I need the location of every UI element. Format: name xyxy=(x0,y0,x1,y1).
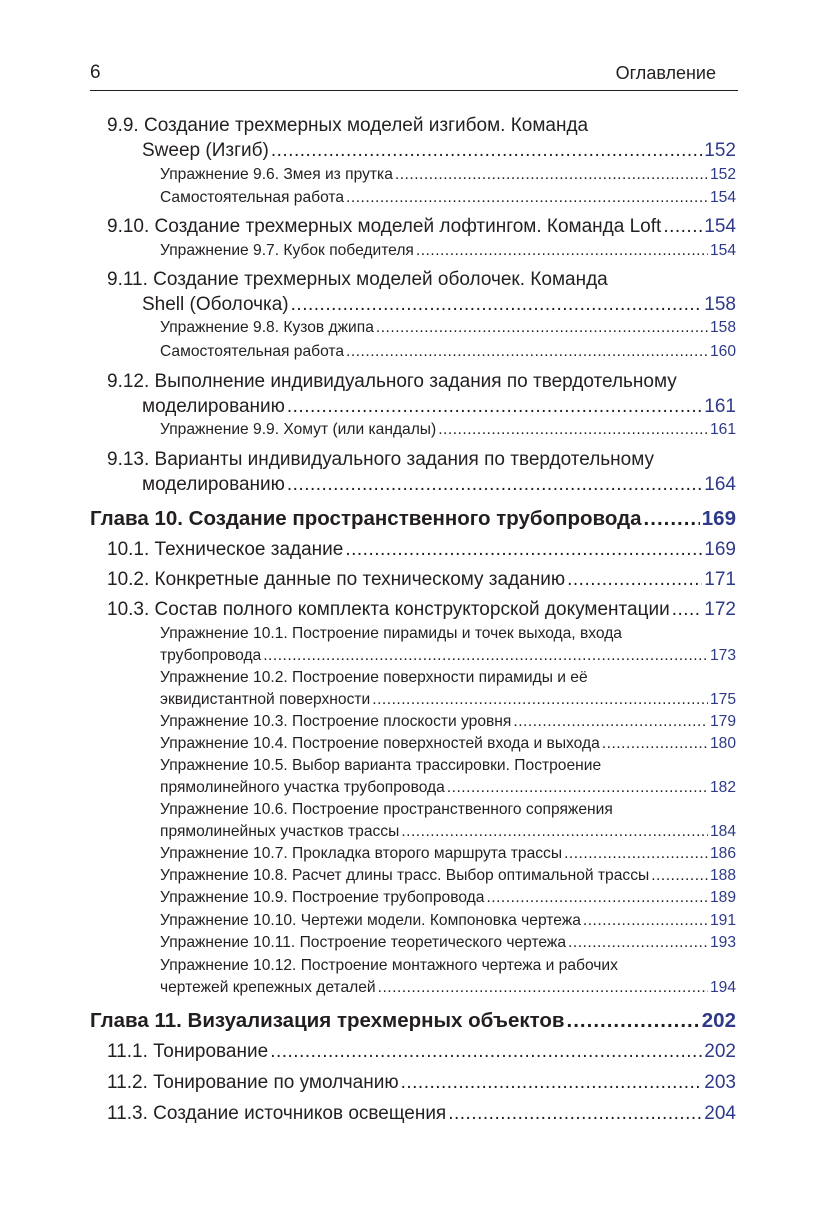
toc-page-number: 191 xyxy=(709,912,736,929)
toc-line xyxy=(90,568,736,593)
toc-entry-title: 11.1. Тонирование xyxy=(107,1041,269,1062)
toc-entry-title: Упражнение 9.7. Кубок победителя xyxy=(160,242,414,259)
toc-line xyxy=(90,689,736,711)
toc-entry-title: 10.2. Конкретные данные по техническому заданию xyxy=(107,569,566,590)
dot-leader xyxy=(583,910,708,932)
toc-page-number: 194 xyxy=(709,979,736,996)
toc-exercise xyxy=(90,317,736,339)
dot-leader xyxy=(271,139,702,164)
toc-line xyxy=(90,114,736,139)
toc-page-number: 154 xyxy=(709,242,736,259)
toc-exercise xyxy=(90,955,736,999)
dot-leader xyxy=(448,1102,702,1127)
toc-page-number: 161 xyxy=(709,421,736,438)
toc-page-number: 158 xyxy=(709,319,736,336)
toc-line xyxy=(90,821,736,843)
running-title: Оглавление xyxy=(615,63,716,83)
toc-page-number: 169 xyxy=(701,507,736,530)
toc-exercise xyxy=(90,843,736,865)
toc-entry-title: Глава 10. Создание пространственного трубопровода xyxy=(90,507,642,530)
dot-leader xyxy=(378,977,708,999)
toc-chapter xyxy=(90,1007,736,1035)
toc-entry-title: Самостоятельная работа xyxy=(160,343,345,360)
toc-line xyxy=(90,977,736,999)
toc-entry-title: Упражнение 10.8. Расчет длины трасс. Выбор оптимальной трассы xyxy=(160,867,650,884)
toc-exercise xyxy=(90,755,736,799)
toc-line xyxy=(90,755,736,777)
toc-page-number: 152 xyxy=(709,166,736,183)
toc-page-number: 169 xyxy=(704,539,736,560)
toc-line xyxy=(90,777,736,799)
toc-section xyxy=(90,568,736,593)
toc-entry-title: Shell (Оболочка) xyxy=(142,293,289,315)
toc-line xyxy=(90,505,736,533)
toc-line xyxy=(90,268,736,293)
dot-leader xyxy=(513,711,708,733)
toc-line xyxy=(90,598,736,623)
toc-exercise xyxy=(90,799,736,843)
toc-entry-title: 10.3. Состав полного комплекта конструкторской документации xyxy=(107,599,670,620)
dot-leader xyxy=(416,240,708,262)
dot-leader xyxy=(376,317,708,339)
dot-leader xyxy=(395,164,708,186)
toc-page-number: 175 xyxy=(709,691,736,708)
toc-entry-title: Упражнение 10.3. Построение плоскости уровня xyxy=(160,713,512,730)
toc-line xyxy=(90,733,736,755)
toc-exercise xyxy=(90,733,736,755)
toc-page-number: 154 xyxy=(709,189,736,206)
toc-entry-title: 11.3. Создание источников освещения xyxy=(107,1103,447,1124)
toc-line xyxy=(90,865,736,887)
dot-leader xyxy=(447,777,708,799)
toc-line xyxy=(90,799,736,821)
dot-leader xyxy=(263,645,708,667)
toc-line xyxy=(90,317,736,339)
toc-page-number: 154 xyxy=(704,216,736,237)
dot-leader xyxy=(372,689,708,711)
toc-page-number: 161 xyxy=(704,395,736,417)
toc-page-number: 158 xyxy=(704,293,736,315)
toc-entry-title: 9.12. Выполнение индивидуального задания по твердотельному xyxy=(107,371,677,392)
toc-entry-title: Самостоятельная работа xyxy=(160,189,345,206)
toc-section xyxy=(90,1102,736,1127)
toc-line xyxy=(90,448,736,473)
toc-exercise xyxy=(90,887,736,909)
dot-leader xyxy=(291,293,703,318)
toc-entry-title: Глава 11. Визуализация трехмерных объектов xyxy=(90,1009,565,1032)
toc-section xyxy=(90,598,736,623)
toc-section xyxy=(90,268,736,317)
toc-entry-title: Sweep (Изгиб) xyxy=(142,139,269,161)
toc-line xyxy=(90,538,736,563)
toc-entry-title: Упражнение 10.9. Построение трубопровода xyxy=(160,889,485,906)
toc-exercise xyxy=(90,865,736,887)
toc-exercise xyxy=(90,932,736,954)
toc-line xyxy=(90,419,736,441)
dot-leader xyxy=(345,538,702,563)
toc-line xyxy=(90,1071,736,1096)
toc-entry-title: 11.2. Тонирование по умолчанию xyxy=(107,1072,399,1093)
toc-exercise xyxy=(90,240,736,262)
toc-entry-title: 9.11. Создание трехмерных моделей оболочек. Команда xyxy=(107,269,608,290)
toc-page-number: 184 xyxy=(709,823,736,840)
toc-page-number: 193 xyxy=(709,934,736,951)
toc-page-number: 160 xyxy=(709,343,736,360)
dot-leader xyxy=(651,865,708,887)
toc-entry-title: моделированию xyxy=(142,473,285,495)
toc-chapter xyxy=(90,505,736,533)
toc-section xyxy=(90,370,736,419)
toc-exercise xyxy=(90,187,736,209)
toc-section xyxy=(90,538,736,563)
dot-leader xyxy=(567,1007,700,1035)
toc-line xyxy=(90,955,736,977)
dot-leader xyxy=(567,568,702,593)
dot-leader xyxy=(663,215,702,240)
toc-page-number: 152 xyxy=(704,139,736,161)
toc-line xyxy=(90,187,736,209)
toc-entry-title: прямолинейных участков трассы xyxy=(160,823,400,840)
toc-section xyxy=(90,1040,736,1065)
toc-page-number: 203 xyxy=(704,1072,736,1093)
toc-page-number: 171 xyxy=(704,569,736,590)
toc-line xyxy=(90,164,736,186)
toc-entry-title: Упражнение 9.9. Хомут (или кандалы) xyxy=(160,421,437,438)
toc-exercise xyxy=(90,910,736,932)
toc-entry-title: прямолинейного участка трубопровода xyxy=(160,779,445,796)
toc-page-number: 202 xyxy=(701,1009,736,1032)
toc-line xyxy=(90,341,736,363)
page-header xyxy=(90,62,738,91)
toc-page-number: 172 xyxy=(704,599,736,620)
toc-section xyxy=(90,1071,736,1096)
toc-page-number: 180 xyxy=(709,735,736,752)
toc-exercise xyxy=(90,623,736,667)
toc-page-number: 204 xyxy=(704,1103,736,1124)
toc-line xyxy=(90,1102,736,1127)
toc-page-number: 173 xyxy=(709,647,736,664)
toc-entry-title: моделированию xyxy=(142,395,285,417)
toc-page-number: 164 xyxy=(704,473,736,495)
dot-leader xyxy=(564,843,708,865)
toc-line xyxy=(90,215,736,240)
toc-entry-title: Упражнение 10.5. Выбор варианта трассировки. Построение xyxy=(160,757,602,774)
toc-line xyxy=(90,887,736,909)
toc-section xyxy=(90,215,736,240)
toc-line xyxy=(90,932,736,954)
toc-entry-title: Упражнение 10.7. Прокладка второго маршрута трассы xyxy=(160,845,563,862)
toc-line xyxy=(90,843,736,865)
toc-exercise xyxy=(90,419,736,441)
toc-line xyxy=(90,240,736,262)
page-number: 6 xyxy=(90,62,101,83)
toc-line xyxy=(90,910,736,932)
toc-section xyxy=(90,114,736,163)
toc-entry-title: Упражнение 10.10. Чертежи модели. Компоновка чертежа xyxy=(160,912,581,929)
toc-line xyxy=(90,293,736,318)
toc-line xyxy=(90,473,736,498)
dot-leader xyxy=(287,395,702,420)
toc-entry-title: Упражнение 10.12. Построение монтажного чертежа и рабочих xyxy=(160,957,618,974)
toc-line xyxy=(90,139,736,164)
toc-line xyxy=(90,667,736,689)
toc-exercise xyxy=(90,164,736,186)
toc-entry-title: Упражнение 9.6. Змея из прутка xyxy=(160,166,393,183)
toc-line xyxy=(90,623,736,645)
toc-entry-title: 9.10. Создание трехмерных моделей лофтингом. Команда Loft xyxy=(107,216,662,237)
dot-leader xyxy=(438,419,708,441)
dot-leader xyxy=(672,598,703,623)
dot-leader xyxy=(486,887,708,909)
toc-entry-title: трубопровода xyxy=(160,647,262,664)
toc-page-number: 188 xyxy=(709,867,736,884)
toc-entry-title: Упражнение 10.11. Построение теоретического чертежа xyxy=(160,934,567,951)
toc-line xyxy=(90,711,736,733)
dot-leader xyxy=(644,505,700,533)
dot-leader xyxy=(346,187,708,209)
toc-section xyxy=(90,448,736,497)
dot-leader xyxy=(287,473,702,498)
toc-exercise xyxy=(90,341,736,363)
toc-line xyxy=(90,370,736,395)
toc-page-number: 189 xyxy=(709,889,736,906)
toc-line xyxy=(90,395,736,420)
dot-leader xyxy=(346,341,708,363)
dot-leader xyxy=(602,733,708,755)
toc-page-number: 202 xyxy=(704,1041,736,1062)
toc-entry-title: эквидистантной поверхности xyxy=(160,691,371,708)
toc-line xyxy=(90,1007,736,1035)
dot-leader xyxy=(401,821,708,843)
toc-entry-title: 9.13. Варианты индивидуального задания по твердотельному xyxy=(107,449,655,470)
dot-leader xyxy=(401,1071,703,1096)
toc-entry-title: 9.9. Создание трехмерных моделей изгибом. Команда xyxy=(107,115,589,136)
toc-entry-title: Упражнение 9.8. Кузов джипа xyxy=(160,319,374,336)
toc-exercise xyxy=(90,711,736,733)
toc-entry-title: Упражнение 10.4. Построение поверхностей входа и выхода xyxy=(160,735,600,752)
toc-entry-title: Упражнение 10.2. Построение поверхности пирамиды и её xyxy=(160,669,588,686)
toc-page-number: 186 xyxy=(709,845,736,862)
dot-leader xyxy=(270,1040,702,1065)
toc-line xyxy=(90,645,736,667)
toc-exercise xyxy=(90,667,736,711)
dot-leader xyxy=(568,932,708,954)
toc-line xyxy=(90,1040,736,1065)
toc-entry-title: Упражнение 10.6. Построение пространственного сопряжения xyxy=(160,801,613,818)
toc-entry-title: 10.1. Техническое задание xyxy=(107,539,344,560)
toc-page-number: 182 xyxy=(709,779,736,796)
toc-entry-title: чертежей крепежных деталей xyxy=(160,979,376,996)
toc-page-number: 179 xyxy=(709,713,736,730)
toc-entry-title: Упражнение 10.1. Построение пирамиды и точек выхода, входа xyxy=(160,625,622,642)
